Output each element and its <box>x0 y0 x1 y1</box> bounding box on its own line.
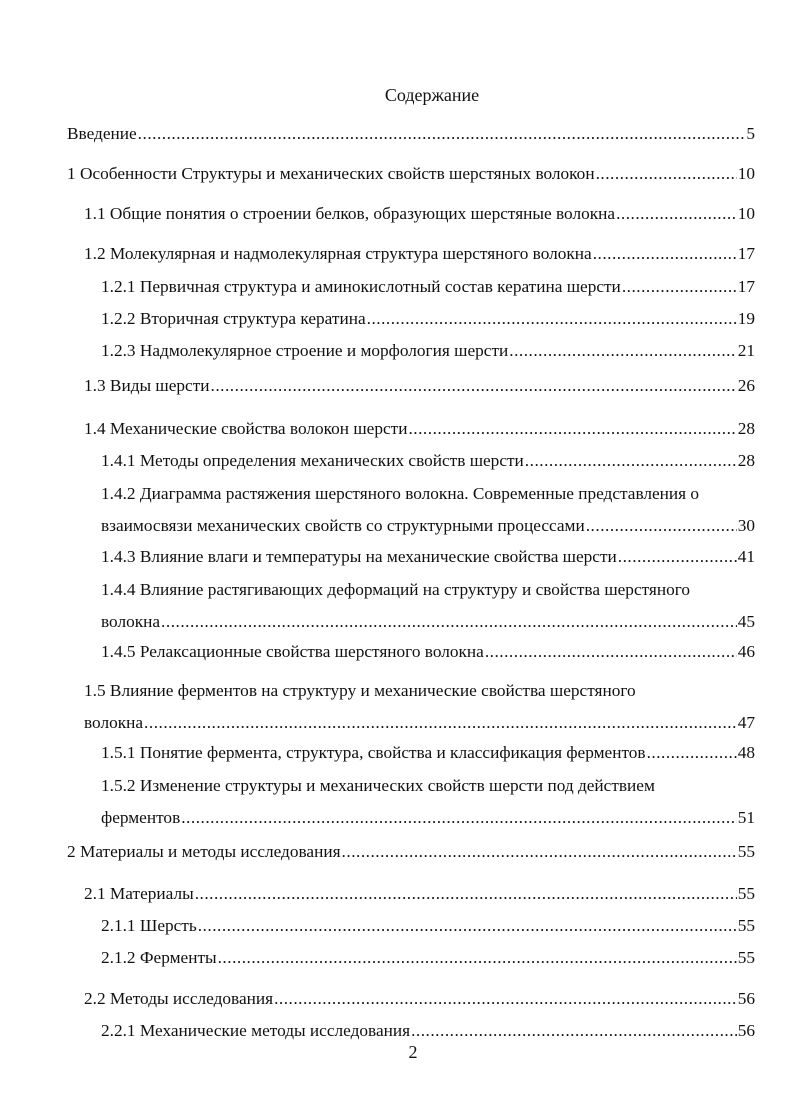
toc-entry <box>0 910 797 942</box>
toc-entry-title: 1.2.3 Надмолекулярное строение и морфология шерсти <box>101 341 509 360</box>
toc-entry-line <box>101 303 755 335</box>
toc-entry-line <box>84 707 755 739</box>
toc-entry-title: ферментов <box>101 808 181 827</box>
toc-leader-dots <box>618 541 737 573</box>
toc-leader-dots <box>586 510 737 542</box>
toc-entry-title: 1.4.3 Влияние влаги и температуры на механические свойства шерсти <box>101 547 617 566</box>
toc-entry-title: 1.4 Механические свойства волокон шерсти <box>84 419 408 438</box>
toc-entry-first-line: 1.5.2 Изменение структуры и механических свойств шерсти под действием <box>101 776 655 795</box>
toc-entry <box>0 335 797 367</box>
toc-entry-line <box>67 836 755 868</box>
toc-leader-dots <box>161 606 737 638</box>
toc-entry <box>0 445 797 477</box>
toc-leader-dots <box>525 445 737 477</box>
toc-entry <box>0 770 797 827</box>
toc-entry-line <box>84 983 755 1015</box>
toc-entry-page: 55 <box>737 884 755 903</box>
toc-leader-dots <box>593 238 737 270</box>
toc-entry <box>0 118 797 150</box>
toc-leader-dots <box>218 942 737 974</box>
toc-entry <box>0 878 797 910</box>
toc-entry <box>0 541 797 573</box>
toc-leader-dots <box>616 198 737 230</box>
toc-entry-line <box>101 335 755 367</box>
toc-entry-title: 2.1.2 Ферменты <box>101 948 217 967</box>
toc-entry-title: 2.2.1 Механические методы исследования <box>101 1021 411 1040</box>
toc-entry-page: 28 <box>737 419 755 438</box>
toc-entry-page: 56 <box>737 989 755 1008</box>
toc-leader-dots <box>596 158 737 190</box>
toc-entry-title: 1.2.2 Вторичная структура кератина <box>101 309 366 328</box>
toc-entry <box>0 983 797 1015</box>
toc-leader-dots <box>274 983 737 1015</box>
toc-entry-first-line: 1.4.2 Диаграмма растяжения шерстяного волокна. Современные представления о <box>101 484 700 503</box>
toc-leader-dots <box>509 335 736 367</box>
toc-entry-page: 41 <box>737 547 755 566</box>
toc-entry <box>0 737 797 769</box>
toc-entry-line <box>101 445 755 477</box>
toc-entry-title: волокна <box>84 713 144 732</box>
toc-entry <box>0 303 797 335</box>
toc-entry-page: 17 <box>737 244 755 263</box>
toc-entry-page: 51 <box>737 808 755 827</box>
toc-entry-title: 1 Особенности Структуры и механических свойств шерстяных волокон <box>67 164 595 183</box>
toc-entry-page: 48 <box>737 743 755 762</box>
toc-entry <box>0 198 797 230</box>
toc-entry <box>0 413 797 445</box>
toc-entry <box>0 636 797 668</box>
toc-leader-dots <box>622 271 737 303</box>
toc-entry-title: 1.1 Общие понятия о строении белков, образующих шерстяные волокна <box>84 204 616 223</box>
toc-entry-page: 45 <box>737 612 755 631</box>
toc-entry-line <box>67 118 755 150</box>
toc-entry-line <box>84 370 755 402</box>
toc-entry-title: 1.5.1 Понятие фермента, структура, свойства и классификация ферментов <box>101 743 646 762</box>
toc-entry-line <box>101 910 755 942</box>
toc-entry <box>0 158 797 190</box>
toc-entry-line <box>84 198 755 230</box>
toc-leader-dots <box>198 910 737 942</box>
toc-leader-dots <box>408 413 736 445</box>
toc-entry-page: 55 <box>737 916 755 935</box>
toc-entry <box>0 574 797 631</box>
toc-entry-line <box>101 541 755 573</box>
toc-entry-line <box>101 271 755 303</box>
toc-entry-page: 26 <box>737 376 755 395</box>
toc-entry-page: 56 <box>737 1021 755 1040</box>
toc-entry-page: 17 <box>737 277 755 296</box>
toc-leader-dots <box>342 836 737 868</box>
toc-entry-page: 30 <box>737 516 755 535</box>
toc-leader-dots <box>138 118 746 150</box>
toc-entry-title: Введение <box>67 124 137 143</box>
toc-leader-dots <box>144 707 737 739</box>
toc-entry-page: 55 <box>737 948 755 967</box>
toc-leader-dots <box>195 878 737 910</box>
toc-entry <box>0 942 797 974</box>
toc-entry-line <box>101 802 755 834</box>
toc-entry <box>0 836 797 868</box>
toc-leader-dots <box>367 303 737 335</box>
toc-leader-dots <box>211 370 737 402</box>
toc-entry-page: 46 <box>737 642 755 661</box>
toc-entry-line <box>101 942 755 974</box>
toc-leader-dots <box>485 636 737 668</box>
toc-entry-page: 28 <box>737 451 755 470</box>
toc-entry <box>0 370 797 402</box>
toc-entry-title: 2.1.1 Шерсть <box>101 916 197 935</box>
toc-entry-title: взаимосвязи механических свойств со структурными процессами <box>101 516 585 535</box>
toc-entry-page: 47 <box>737 713 755 732</box>
toc-entry-title: 2 Материалы и методы исследования <box>67 842 341 861</box>
toc-entry-title: 1.3 Виды шерсти <box>84 376 210 395</box>
toc-entry-title: 1.2.1 Первичная структура и аминокислотный состав кератина шерсти <box>101 277 621 296</box>
toc-entry-title: 2.2 Методы исследования <box>84 989 274 1008</box>
toc-entry-title: волокна <box>101 612 161 631</box>
toc-entry-title: 1.2 Молекулярная и надмолекулярная структура шерстяного волокна <box>84 244 592 263</box>
toc-entry <box>0 675 797 732</box>
toc-entry-line <box>84 878 755 910</box>
toc-entry-line <box>101 737 755 769</box>
toc-entry-page: 10 <box>737 204 755 223</box>
toc-entry-page: 5 <box>746 124 755 143</box>
toc-entry-page: 19 <box>737 309 755 328</box>
toc-leader-dots <box>647 737 737 769</box>
page-number: 2 <box>408 1042 418 1062</box>
toc-entry <box>0 478 797 535</box>
toc-entry-title: 1.4.1 Методы определения механических свойств шерсти <box>101 451 524 470</box>
toc-entry-line <box>101 510 755 542</box>
toc-leader-dots <box>181 802 736 834</box>
toc-entry-line <box>84 413 755 445</box>
toc-entry <box>0 238 797 270</box>
toc-entry-line <box>101 636 755 668</box>
toc-entry-line <box>101 606 755 638</box>
toc-entry-title: 2.1 Материалы <box>84 884 194 903</box>
toc-entry-page: 55 <box>737 842 755 861</box>
toc-entry-line <box>84 238 755 270</box>
toc-entry-first-line: 1.4.4 Влияние растягивающих деформаций на структуру и свойства шерстяного <box>101 580 691 599</box>
toc-entry-title: 1.4.5 Релаксационные свойства шерстяного волокна <box>101 642 484 661</box>
toc-entry-line <box>67 158 755 190</box>
toc-entry <box>0 271 797 303</box>
toc-title: Содержание <box>384 85 480 105</box>
toc-entry-first-line: 1.5 Влияние ферментов на структуру и механические свойства шерстяного <box>84 681 636 700</box>
toc-entry-page: 21 <box>737 341 755 360</box>
toc-entry-page: 10 <box>737 164 755 183</box>
